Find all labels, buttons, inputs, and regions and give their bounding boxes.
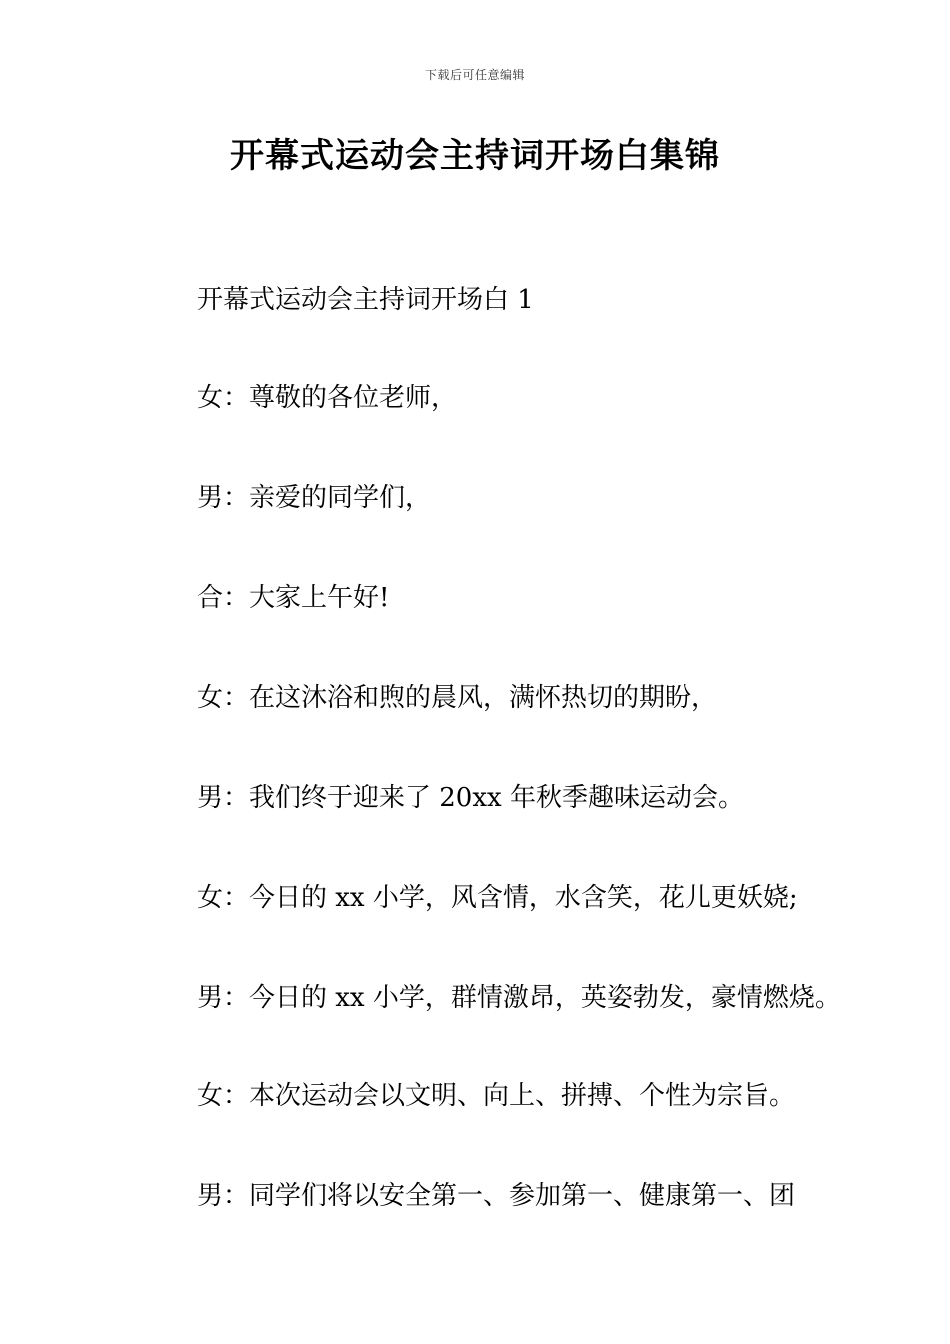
section-heading: 开幕式运动会主持词开场白 1 xyxy=(197,285,534,315)
dialogue-line: 女：在这沐浴和煦的晨风，满怀热切的期盼， xyxy=(197,683,718,713)
dialogue-line: 女：本次运动会以文明、向上、拼搏、个性为宗旨。 xyxy=(197,1081,796,1111)
dialogue-line: 女：今日的 xx 小学，风含情，水含笑，花儿更妖娆; xyxy=(197,883,798,913)
dialogue-line: 女：尊敬的各位老师， xyxy=(197,383,458,413)
header-note: 下载后可任意编辑 xyxy=(424,68,525,82)
dialogue-line: 男：今日的 xx 小学，群情激昂，英姿勃发，豪情燃烧。 xyxy=(197,983,841,1013)
dialogue-line: 男：我们终于迎来了 20xx 年秋季趣味运动会。 xyxy=(197,783,744,813)
dialogue-line: 男：同学们将以安全第一、参加第一、健康第一、团 xyxy=(197,1181,796,1211)
dialogue-line: 男：亲爱的同学们， xyxy=(197,483,432,513)
dialogue-line: 合：大家上午好! xyxy=(197,583,390,613)
document-title: 开幕式运动会主持词开场白集锦 xyxy=(230,136,720,176)
